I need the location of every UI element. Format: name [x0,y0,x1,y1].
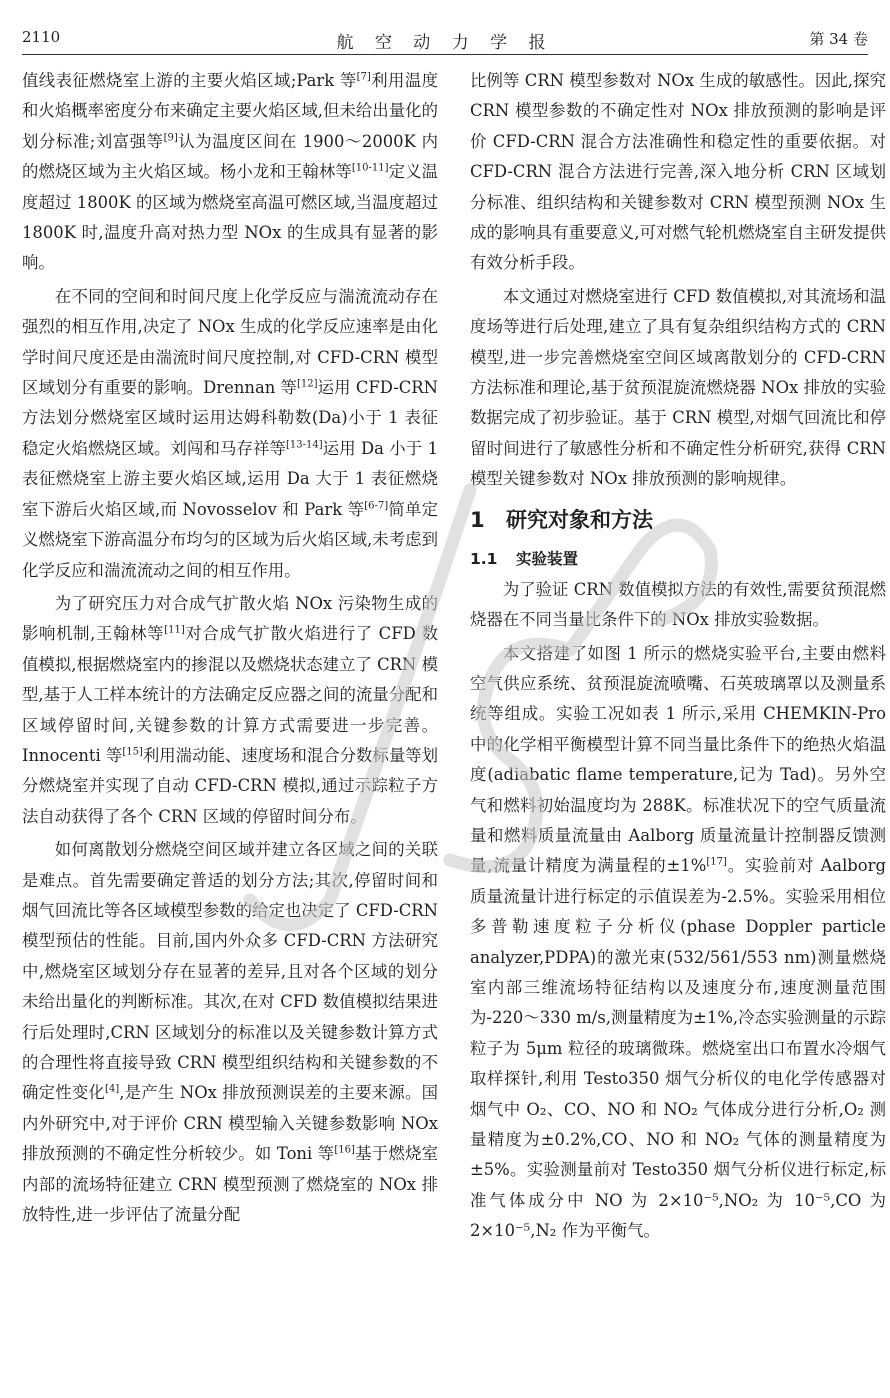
paragraph-text: 如何离散划分燃烧空间区域并建立各区域之间的关联是难点。首先需要确定普适的划分方法;其次,停留时间和烟气回流比等各区域模型参数的给定也决定了 CFD-CRN 模型预估的性能。目前,国内外众多 CFD-CRN 方法研究中,燃烧室区域划分存在显著的差异,且对各个区域的划分未给出量化的判断标准。其次,在对 CFD 数值模拟结果进行后处理时,CRN 区域划分的标准以及关键参数计算方式的合理性将直接导致 CRN 模型组织结构和关键参数的不确定性变化 [22,840,438,1103]
page-header [22,28,868,55]
paragraph-text: 在不同的空间和时间尺度上化学反应与湍流流动存在强烈的相互作用,决定了 NOx 生成的化学反应速率是由化学时间尺度还是由湍流时间尺度控制,对 CFD-CRN 模型区域划分有重要的影响。Drennan 等 [22,286,438,398]
paragraph [22,282,438,586]
paragraph-text: 定义温度超过 1800K 的区域为燃烧室高温可燃区域,当温度超过 1800K 时,温度升高对热力型 NOx 的生成具有显著的影响。 [22,162,439,273]
paragraph-text: 为了研究压力对合成气扩散火焰 NOx 污染物生成的影响机制,王翰林等 [22,593,438,644]
paragraph-text: 本文通过对燃烧室进行 CFD 数值模拟,对其流场和温度场等进行后处理,建立了具有复杂组织结构方式的 CRN 模型,进一步完善燃烧室空间区域离散划分的 CFD-CRN 方法标准和理论,基于贫预混旋流燃烧器 NOx 排放的实验数据完成了初步验证。基于 CRN 模型,对烟气回流比和停留时间进行了敏感性分析和不确定性分析研究,获得 CRN 模型关键参数对 NOx 排放预测的影响规律。 [470,286,886,489]
paragraph-text: 。实验前对 Aalborg 质量流量计进行标定的示值误差为-2.5%。实验采用相位多普勒速度粒子分析仪(phase Doppler particle analyzer,PDPA)的激光束(532/561/553 nm)测量燃烧室内部三维流场特征结构以及速度分布,速度测量范围为-220～330 m/s,测量精度为±1%,冷态实验测量的示踪粒子为 5μm 粒径的玻璃微珠。燃烧室出口布置水冷烟气取样探针,利用 Testo350 烟气分析仪的电化学传感器对烟气中 O₂、CO、NO 和 NO₂ 气体成分进行分析,O₂ 测量精度为±0.2%,CO、NO 和 NO₂ 气体的测量精度为±5%。实验测量前对 Testo350 烟气分析仪进行标定,标准气体成分中 NO 为 2×10⁻⁵,NO₂ 为 10⁻⁵,CO 为 2×10⁻⁵,N₂ 作为平衡气。 [470,856,886,1241]
paragraph [22,66,438,279]
paragraph [470,575,886,636]
left-column [22,66,438,1233]
citation-ref: [13-14] [285,439,323,451]
paragraph [470,639,886,1247]
paragraph-text: 利用湍动能、速度场和混合分数标量等划分燃烧室并实现了自动 CFD-CRN 模拟,通过示踪粒子方法自动获得了各个 CRN 区域的停留时间分布。 [22,745,439,826]
section-title: 研究对象和方法 [506,507,653,532]
paragraph [22,835,438,1230]
paragraph-text: 本文搭建了如图 1 所示的燃烧实验平台,主要由燃料空气供应系统、贫预混旋流喷嘴、石英玻璃罩以及测量系统等组成。实验工况如表 1 所示,采用 CHEMKIN-Pro 中的化学相平衡模型计算不同当量比条件下的绝热火焰温度(adiabatic flame temperature,记为 Tad)。另外空气和燃料初始温度均为 288K。标准状况下的空气质量流量和燃料质量流量由 Aalborg 质量流量计控制器反馈测量,流量计精度为满量程的±1% [470,643,886,876]
paragraph-text: 对合成气扩散火焰进行了 CFD 数值模拟,根据燃烧室内的掺混以及燃烧状态建立了 CRN 模型,基于人工样本统计的方法确定反应器之间的流量分配和区域停留时间,关键参数的计算方式需要进一步完善。Innocenti 等 [22,624,438,765]
paragraph-text: ,是产生 NOx 排放预测误差的主要来源。国内外研究中,对于评价 CRN 模型输入关键参数影响 NOx 排放预测的不确定性分析较少。如 Toni 等 [22,1083,439,1164]
subsection-title: 实验装置 [516,549,579,568]
citation-ref: [10-11] [351,162,389,174]
paragraph-text: 为了验证 CRN 数值模拟方法的有效性,需要贫预混燃烧器在不同当量比条件下的 NOx 排放实验数据。 [470,579,886,630]
paragraph-text: 基于燃烧室内部的流场特征建立 CRN 模型预测了燃烧室的 NOx 排放特性,进一步评估了流量分配 [22,1144,438,1225]
paragraph [22,589,438,832]
journal-title: 航 空 动 力 学 报 [336,33,554,53]
citation-ref: [17] [706,856,727,868]
right-column [470,66,886,1250]
paragraph-text: 利用温度和火焰概率密度分布来确定主要火焰区域,但未给出量化的划分标准;刘富强等 [22,71,439,151]
paragraph-text: 运用 Da 小于 1 表征燃烧室上游主要火焰区域,运用 Da 大于 1 表征燃烧室下游后火焰区域,而 Novosselov 和 Park 等 [22,438,438,519]
paragraph [470,282,886,495]
right-body [470,575,886,1247]
citation-ref: [9] [163,132,178,144]
citation-ref: [15] [122,746,143,758]
paragraph [470,66,886,279]
volume-label: 第 34 卷 [809,30,868,48]
right-intro [470,66,886,495]
section-number: 1 [470,507,485,532]
citation-ref: [12] [297,378,318,390]
citation-ref: [11] [164,624,185,636]
paragraph-text: 简单定义燃烧室下游高温分布均匀的区域为后火焰区域,未考虑到化学反应和湍流流动之间的相互作用。 [22,499,438,580]
citation-ref: [6-7] [364,500,389,512]
section-heading [470,505,886,535]
page-number: 2110 [22,28,61,46]
citation-ref: [16] [334,1144,355,1156]
subsection-number: 1.1 [470,549,498,568]
subsection-heading [470,545,886,573]
citation-ref: [4] [105,1083,120,1095]
paragraph-text: 运用 CFD-CRN 方法划分燃烧室区域时运用达姆科勒数(Da)小于 1 表征稳定火焰燃烧区域。刘闯和马存祥等 [22,378,438,458]
paragraph-text: 比例等 CRN 模型参数对 NOx 生成的敏感性。因此,探究 CRN 模型参数的不确定性对 NOx 排放预测的影响是评价 CFD-CRN 混合方法准确性和稳定性的重要依据。对 CFD-CRN 混合方法进行完善,深入地分析 CRN 区域划分标准、组织结构和关键参数对 CRN 模型预测 NOx 生成的影响具有重要意义,可对燃气轮机燃烧室自主研发提供有效分析手段。 [470,71,886,273]
paragraph-text: 认为温度区间在 1900～2000K 内的燃烧区域为主火焰区域。杨小龙和王翰林等 [22,131,438,182]
paragraph-text: 值线表征燃烧室上游的主要火焰区域;Park 等 [22,71,357,90]
citation-ref: [7] [356,71,371,83]
